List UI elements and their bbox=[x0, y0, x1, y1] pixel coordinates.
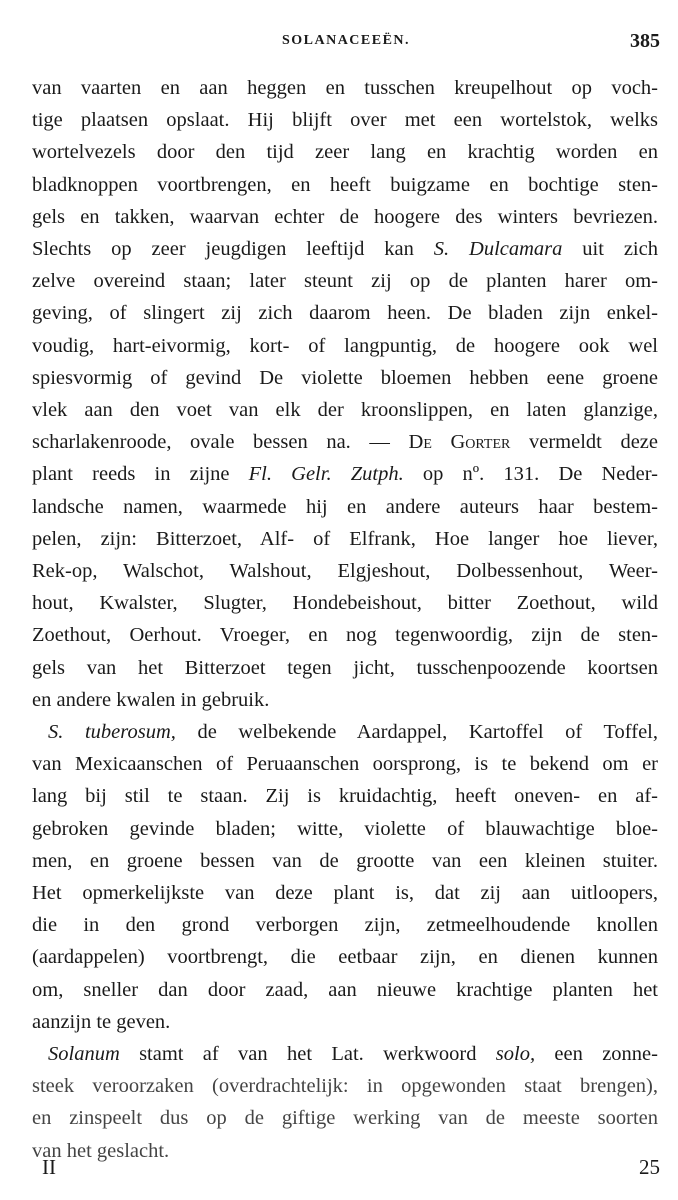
running-title: SOLANACEEËN. bbox=[281, 33, 411, 48]
text-line: landsche namen, waarmede hij en andere auteurs haar bestem- bbox=[32, 495, 658, 518]
text-run: stamt af van het Lat. werkwoord bbox=[119, 1043, 496, 1065]
text-line bbox=[32, 426, 658, 458]
signature-mark: II bbox=[42, 1155, 56, 1179]
text-line: zelve overeind staan; later steunt zij op de planten harer om- bbox=[32, 270, 658, 293]
italic-text: S. Dulcamara bbox=[433, 238, 563, 260]
text-line: hout, Kwalster, Slugter, Hondebeishout, bitter Zoethout, wild bbox=[32, 592, 658, 615]
text-run: een zonne- bbox=[535, 1043, 658, 1065]
text-line: vlek aan den voet van elk der kroonslippen, en laten glanzige, bbox=[32, 399, 658, 421]
text-run: de welbekende Aardappel, Kartoffel of Toffel, bbox=[175, 721, 658, 743]
italic-text: Solanum bbox=[48, 1043, 120, 1065]
text-line: Het opmerkelijkste van deze plant is, dat zij aan uitloopers, bbox=[32, 882, 658, 904]
text-line: geving, of slingert zij zich daarom heen. De bladen zijn enkel- bbox=[32, 302, 658, 325]
text-line: die in den grond verborgen zijn, zetmeelhoudende knollen bbox=[32, 914, 658, 937]
text-line: om, sneller dan door zaad, aan nieuwe krachtige planten het bbox=[32, 978, 658, 1001]
text-run: Slechts op zeer jeugdigen leeftijd kan bbox=[32, 238, 434, 260]
text-line: en zinspeelt dus op de giftige werking van de meeste soorten bbox=[32, 1107, 658, 1130]
text-line: van het geslacht. bbox=[32, 1139, 170, 1162]
text-run: plant reeds in zijne bbox=[32, 463, 249, 486]
small-caps-name: De Gorter bbox=[408, 431, 511, 454]
text-line: aanzijn te geven. bbox=[32, 1010, 171, 1033]
text-line: tige plaatsen opslaat. Hij blijft over met een wortelstok, welks bbox=[32, 109, 658, 132]
text-line: van vaarten en aan heggen en tusschen kreupelhout op voch- bbox=[32, 77, 658, 99]
text-line: Zoethout, Oerhout. Vroeger, en nog tegenwoordig, zijn de sten- bbox=[32, 624, 658, 647]
italic-text: solo, bbox=[495, 1043, 536, 1065]
text-line bbox=[32, 1038, 658, 1070]
text-line bbox=[32, 716, 658, 748]
page-number: 385 bbox=[630, 30, 660, 52]
italic-text: S. tuberosum, bbox=[48, 721, 176, 743]
text-run: scharlakenroode, ovale bessen na. — bbox=[32, 431, 409, 454]
text-run: op nº. 131. De Neder- bbox=[403, 463, 658, 486]
text-line: (aardappelen) voortbrengt, die eetbaar zijn, en dienen kunnen bbox=[32, 946, 658, 969]
text-line: gebroken gevinde bladen; witte, violette of blauwachtige bloe- bbox=[32, 817, 658, 840]
text-line: lang bij stil te staan. Zij is kruidachtig, heeft oneven- en af- bbox=[32, 785, 658, 808]
text-line: wortelvezels door den tijd zeer lang en krachtig worden en bbox=[32, 141, 658, 164]
text-line: van Mexicaanschen of Peruaanschen oorsprong, is te bekend om er bbox=[32, 753, 658, 776]
text-line bbox=[32, 458, 658, 490]
text-line: spiesvormig of gevind De violette bloemen hebben eene groene bbox=[32, 366, 658, 389]
text-line: voudig, hart-eivormig, kort- of langpuntig, de hoogere ook wel bbox=[32, 334, 658, 357]
text-line: men, en groene bessen van de grootte van een kleinen stuiter. bbox=[32, 849, 658, 872]
text-line: steek veroorzaken (overdrachtelijk: in opgewonden staat brengen), bbox=[32, 1075, 658, 1098]
text-line: pelen, zijn: Bitterzoet, Alf- of Elfrank, Hoe langer hoe liever, bbox=[32, 527, 658, 550]
text-run: uit zich bbox=[562, 238, 658, 260]
text-line: en andere kwalen in gebruik. bbox=[32, 688, 270, 711]
gathering-number: 25 bbox=[639, 1155, 660, 1179]
text-run: vermeldt deze bbox=[510, 431, 658, 454]
page-header bbox=[32, 30, 660, 54]
page-footer bbox=[30, 1155, 660, 1185]
text-line: bladknoppen voortbrengen, en heeft buigzame en bochtige sten- bbox=[32, 173, 658, 196]
text-line: gels en takken, waarvan echter de hoogere des winters bevriezen. bbox=[32, 205, 658, 228]
text-line: Rek-op, Walschot, Walshout, Elgjeshout, Dolbessenhout, Weer- bbox=[32, 560, 658, 582]
italic-text: Fl. Gelr. Zutph. bbox=[248, 463, 404, 486]
text-line: gels van het Bitterzoet tegen jicht, tusschenpoozende koortsen bbox=[32, 656, 658, 679]
text-line bbox=[32, 233, 658, 265]
